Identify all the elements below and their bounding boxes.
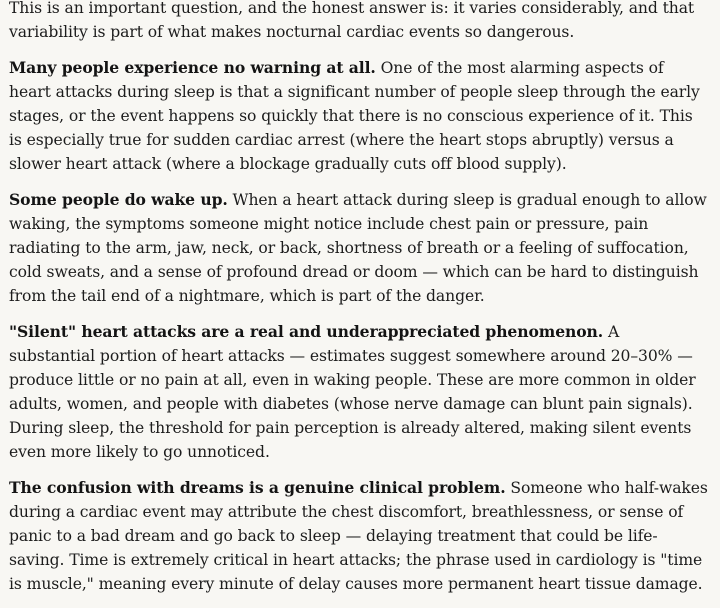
paragraph-text: A substantial portion of heart attacks — estimates suggest somewhere around 20–30% — produce little or no pain at all, even in waking people. These are more common in older adults, women, and people with diabetes (whose nerve damage can blunt pain signals). During sleep, the threshold for pain perception is already altered, making silent events even more likely to go unnoticed. [9, 323, 696, 461]
paragraph-lead: The confusion with dreams is a genuine clinical problem. [9, 478, 506, 497]
paragraph-wake-up [9, 188, 710, 308]
intro-paragraph [9, 0, 710, 44]
paragraph-no-warning [9, 56, 710, 176]
paragraph-silent-heart-attacks [9, 320, 710, 464]
paragraph-text: Someone who half-wakes during a cardiac event may attribute the chest discomfort, breathlessness, or sense of panic to a bad dream and go back to sleep — delaying treatment that could be life-saving. Time is extremely critical in heart attacks; the phrase used in cardiology is "time is muscle," meaning every minute of delay causes more permanent heart tissue damage. [9, 479, 708, 593]
paragraph-lead: Many people experience no warning at all. [9, 58, 376, 77]
paragraph-text: This is an important question, and the honest answer is: it varies considerably, and that variability is part of what makes nocturnal cardiac events so dangerous. [9, 0, 695, 41]
paragraph-dream-confusion [9, 476, 710, 596]
paragraph-lead: "Silent" heart attacks are a real and underappreciated phenomenon. [9, 322, 604, 341]
paragraph-text: When a heart attack during sleep is gradual enough to allow waking, the symptoms someone might notice include chest pain or pressure, pain radiating to the arm, jaw, neck, or back, shortness of breath or a feeling of suffocation, cold sweats, and a sense of profound dread or doom — which can be hard to distinguish from the tail end of a nightmare, which is part of the danger. [9, 191, 707, 305]
paragraph-lead: Some people do wake up. [9, 190, 228, 209]
paragraph-text: One of the most alarming aspects of heart attacks during sleep is that a significant number of people sleep through the early stages, or the event happens so quickly that there is no conscious experience of it. This is especially true for sudden cardiac arrest (where the heart stops abruptly) versus a slower heart attack (where a blockage gradually cuts off blood supply). [9, 59, 700, 173]
